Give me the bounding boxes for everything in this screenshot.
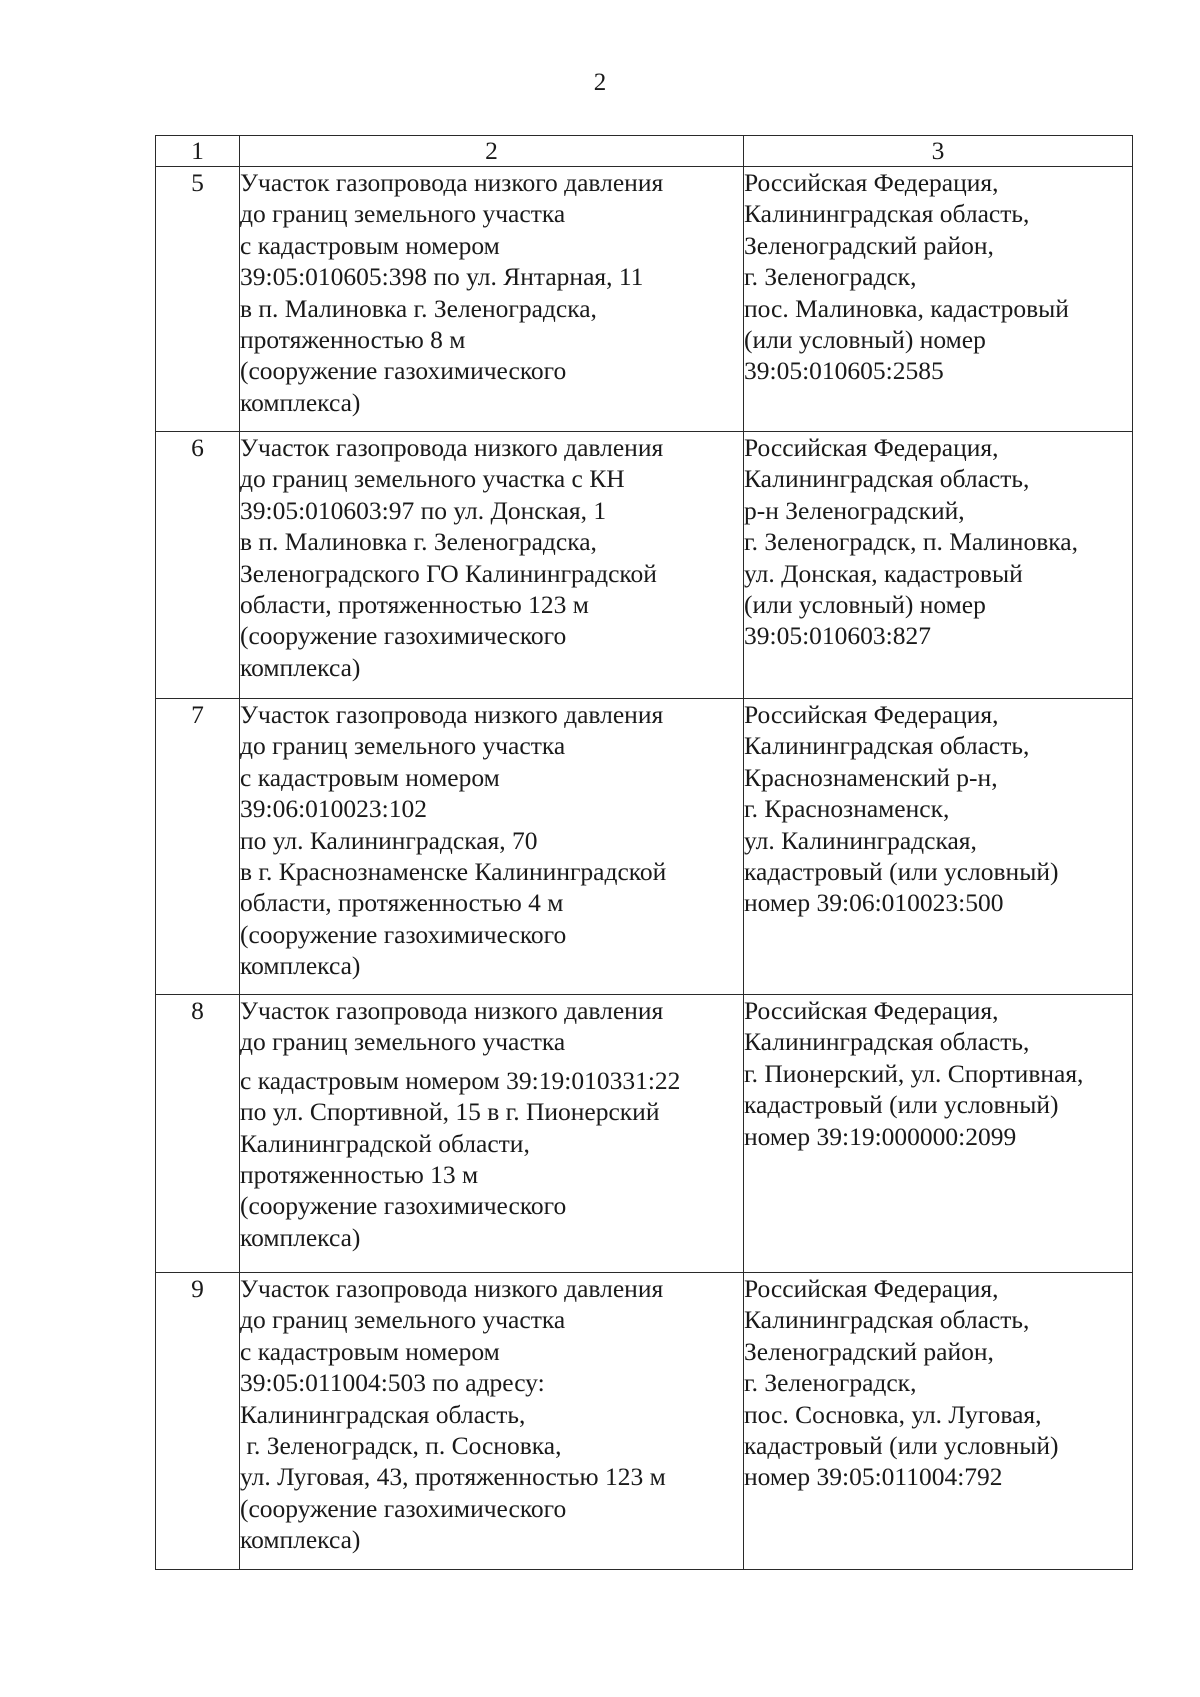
description-line: (сооружение газохимического	[240, 919, 567, 949]
location-line: г. Пионерский, ул. Спортивная,	[744, 1058, 1084, 1088]
header-row	[156, 136, 1133, 167]
description-line: 39:06:010023:102	[240, 794, 428, 824]
table-row	[156, 699, 1133, 995]
location-line: Краснознаменский р-н,	[744, 762, 998, 792]
location-line: ул. Донская, кадастровый	[744, 558, 1023, 588]
header-col-3: 3	[744, 136, 1133, 167]
table-row	[156, 995, 1133, 1273]
description-line: (сооружение газохимического	[240, 1493, 567, 1523]
description-line: в г. Краснознаменске Калининградской	[240, 857, 667, 887]
row-description	[240, 167, 744, 432]
location-line: г. Краснознаменск,	[744, 794, 950, 824]
description-line: Калининградской области,	[240, 1128, 530, 1158]
row-location	[744, 432, 1133, 699]
description-line: области, протяженностью 123 м	[240, 590, 589, 620]
location-line: кадастровый (или условный)	[744, 857, 1059, 887]
location-line: Зеленоградский район,	[744, 230, 994, 260]
location-line: пос. Сосновка, ул. Луговая,	[744, 1399, 1042, 1429]
location-line: номер 39:19:000000:2099	[744, 1121, 1017, 1151]
location-line: г. Зеленоградск, п. Малиновка,	[744, 527, 1078, 557]
row-description	[240, 699, 744, 995]
description-line: протяженностью 8 м	[240, 325, 466, 355]
registry-table	[155, 135, 1133, 1570]
description-line: комплекса)	[240, 951, 361, 981]
description-line: ул. Луговая, 43, протяженностью 123 м	[240, 1462, 666, 1492]
row-description	[240, 1273, 744, 1570]
description-line: в п. Малиновка г. Зеленоградска,	[240, 293, 597, 323]
location-line: кадастровый (или условный)	[744, 1431, 1059, 1461]
location-line: кадастровый (или условный)	[744, 1090, 1059, 1120]
description-line: до границ земельного участка	[240, 731, 566, 761]
row-number: 7	[156, 699, 240, 995]
location-line: Калининградская область,	[744, 199, 1030, 229]
location-line: Российская Федерация,	[744, 700, 999, 729]
location-line: Зеленоградский район,	[744, 1336, 994, 1366]
description-line: 39:05:010605:398 по ул. Янтарная, 11	[240, 262, 644, 292]
table-header	[156, 136, 1133, 167]
row-description	[240, 995, 744, 1273]
location-line: Калининградская область,	[744, 731, 1030, 761]
location-line: ул. Калининградская,	[744, 825, 977, 855]
location-line: (или условный) номер	[744, 325, 986, 355]
row-location	[744, 1273, 1133, 1570]
table-row	[156, 432, 1133, 699]
location-line: номер 39:05:011004:792	[744, 1462, 1003, 1492]
table-row	[156, 167, 1133, 432]
description-line: (сооружение газохимического	[240, 621, 567, 651]
row-number: 8	[156, 995, 240, 1273]
description-line: с кадастровым номером	[240, 1336, 500, 1366]
description-line: по ул. Калининградская, 70	[240, 825, 538, 855]
page-number: 2	[593, 69, 607, 96]
description-line: 39:05:010603:97 по ул. Донская, 1	[240, 495, 607, 525]
description-line: (сооружение газохимического	[240, 1191, 567, 1221]
location-line: Российская Федерация,	[744, 433, 999, 462]
location-line: Калининградская область,	[744, 464, 1030, 494]
row-number: 9	[156, 1273, 240, 1570]
row-description	[240, 432, 744, 699]
description-line: комплекса)	[240, 1525, 361, 1555]
description-line: области, протяженностью 4 м	[240, 888, 564, 918]
description-line: комплекса)	[240, 387, 361, 417]
location-line: пос. Малиновка, кадастровый	[744, 293, 1069, 323]
description-line: до границ земельного участка	[240, 1305, 566, 1335]
description-line: 39:05:011004:503 по адресу:	[240, 1368, 545, 1398]
row-number: 6	[156, 432, 240, 699]
row-location	[744, 699, 1133, 995]
location-line: Российская Федерация,	[744, 1274, 999, 1303]
location-line: Калининградская область,	[744, 1027, 1030, 1057]
description-line: в п. Малиновка г. Зеленоградска,	[240, 527, 597, 557]
header-col-1: 1	[156, 136, 240, 167]
line-gap	[240, 1058, 743, 1065]
location-line: (или условный) номер	[744, 590, 986, 620]
location-line: номер 39:06:010023:500	[744, 888, 1004, 918]
description-line: с кадастровым номером 39:19:010331:22	[240, 1065, 681, 1095]
row-number: 5	[156, 167, 240, 432]
description-line: г. Зеленоградск, п. Сосновка,	[240, 1431, 562, 1461]
description-line: Участок газопровода низкого давления	[240, 1274, 664, 1303]
description-line: Участок газопровода низкого давления	[240, 168, 664, 197]
location-line: Калининградская область,	[744, 1305, 1030, 1335]
row-location	[744, 995, 1133, 1273]
location-line: г. Зеленоградск,	[744, 262, 917, 292]
description-line: протяженностью 13 м	[240, 1160, 479, 1190]
description-line: с кадастровым номером	[240, 230, 500, 260]
table-body	[156, 167, 1133, 1570]
location-line: Российская Федерация,	[744, 168, 999, 197]
header-col-2: 2	[240, 136, 744, 167]
table-row	[156, 1273, 1133, 1570]
description-line: комплекса)	[240, 1222, 361, 1252]
location-line: 39:05:010603:827	[744, 621, 932, 651]
description-line: до границ земельного участка	[240, 199, 566, 229]
location-line: г. Зеленоградск,	[744, 1368, 917, 1398]
location-line: 39:05:010605:2585	[744, 356, 944, 386]
description-line: с кадастровым номером	[240, 762, 500, 792]
description-line: комплекса)	[240, 652, 361, 682]
description-line: Зеленоградского ГО Калининградской	[240, 558, 657, 588]
description-line: до границ земельного участка	[240, 1027, 566, 1057]
description-line: Участок газопровода низкого давления	[240, 433, 664, 462]
location-line: Российская Федерация,	[744, 996, 999, 1025]
description-line: до границ земельного участка с КН	[240, 464, 625, 494]
location-line: р-н Зеленоградский,	[744, 495, 965, 525]
row-location	[744, 167, 1133, 432]
description-line: (сооружение газохимического	[240, 356, 567, 386]
description-line: Участок газопровода низкого давления	[240, 996, 664, 1025]
description-line: Калининградская область,	[240, 1399, 526, 1429]
description-line: Участок газопровода низкого давления	[240, 700, 664, 729]
description-line: по ул. Спортивной, 15 в г. Пионерский	[240, 1097, 660, 1127]
